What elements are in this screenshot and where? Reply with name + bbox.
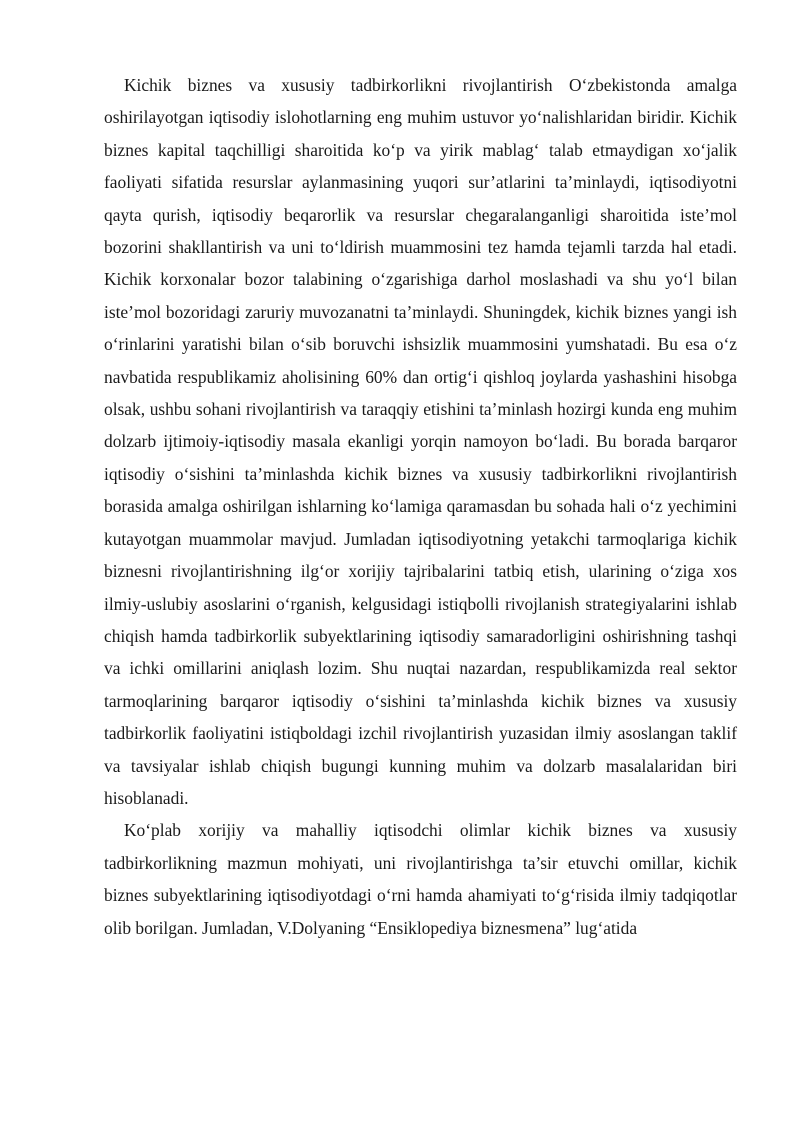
document-page	[104, 69, 737, 944]
body-paragraph-2: Ko‘plab xorijiy va mahalliy iqtisodchi olimlar kichik biznes va xususiy tadbirkorlikning mazmun mohiyati, uni rivojlantirishga ta’sir etuvchi omillar, kichik biznes subyektlarining iqtisodiyotdagi o‘rni hamda ahamiyati to‘g‘risida ilmiy tadqiqotlar olib borilgan. Jumladan, V.Dolyaning “Ensiklopediya biznesmena” lug‘atida	[104, 820, 737, 938]
body-paragraph-1: Kichik biznes va xususiy tadbirkorlikni rivojlantirish O‘zbekistonda amalga oshirilayotgan iqtisodiy islohotlarning eng muhim ustuvor yo‘nalishlaridan biridir. Kichik biznes kapital taqchilligi sharoitida ko‘p va yirik mablag‘ talab etmaydigan xo‘jalik faoliyati sifatida resurslar aylanmasining yuqori sur’atlarini ta’minlaydi, iqtisodiyotni qayta qurish, iqtisodiy beqarorlik va resurslar chegaralanganligi sharoitida iste’mol bozorini shakllantirish va uni to‘ldirish muammosini tez hamda tejamli tarzda hal etadi. Kichik korxonalar bozor talabining o‘zgarishiga darhol moslashadi va shu yo‘l bilan iste’mol bozoridagi zaruriy muvozanatni ta’minlaydi. Shuningdek, kichik biznes yangi ish o‘rinlarini yaratishi bilan o‘sib boruvchi ishsizlik muammosini yumshatadi. Bu esa o‘z navbatida respublikamiz aholisining 60% dan ortig‘i qishloq joylarda yashashini hisobga olsak, ushbu sohani rivojlantirish va taraqqiy etishini ta’minlash hozirgi kunda eng muhim dolzarb ijtimoiy-iqtisodiy masala ekanligi yorqin namoyon bo‘ladi. Bu borada barqaror iqtisodiy o‘sishini ta’minlashda kichik biznes va xususiy tadbirkorlikni rivojlantirish borasida amalga oshirilgan ishlarning ko‘lamiga qaramasdan bu sohada hali o‘z yechimini kutayotgan muammolar mavjud. Jumladan iqtisodiyotning yetakchi tarmoqlariga kichik biznesni rivojlantirishning ilg‘or xorijiy tajribalarini tatbiq etish, ularining o‘ziga xos ilmiy-uslubiy asoslarini o‘rganish, kelgusidagi istiqbolli rivojlanish strategiyalarini ishlab chiqish hamda tadbirkorlik subyektlarining iqtisodiy samaradorligini oshirishning tashqi va ichki omillarini aniqlash lozim. Shu nuqtai nazardan, respublikamizda real sektor tarmoqlarining barqaror iqtisodiy o‘sishini ta’minlashda kichik biznes va xususiy tadbirkorlik faoliyatini istiqboldagi izchil rivojlantirish yuzasidan ilmiy asoslangan taklif va tavsiyalar ishlab chiqish bugungi kunning muhim va dolzarb masalalaridan biri hisoblanadi.	[104, 75, 737, 808]
